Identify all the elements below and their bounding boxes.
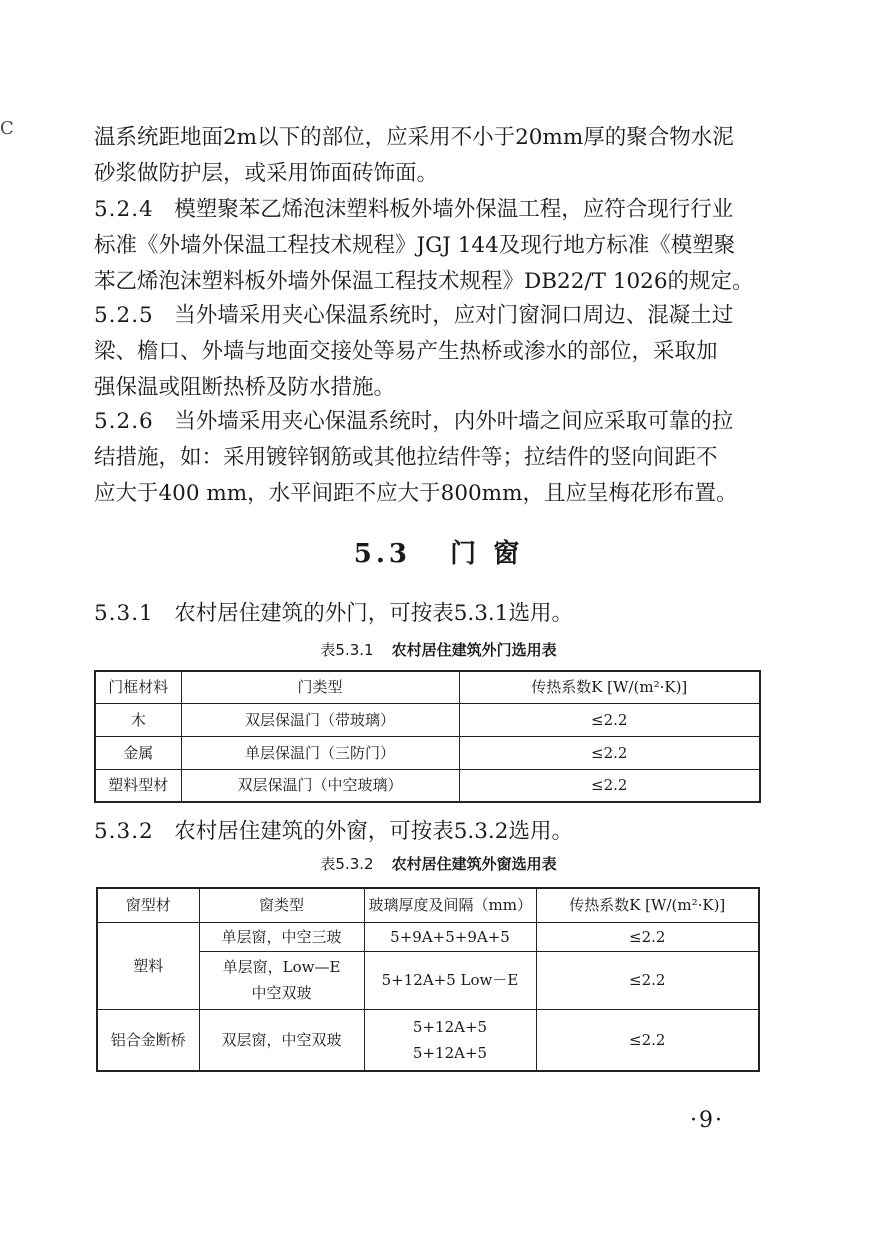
clause-text: 农村居住建筑的外窗，可按表5.3.2选用。 bbox=[174, 819, 573, 844]
table-cell: ≤2.2 bbox=[536, 951, 759, 1009]
table-row bbox=[97, 1009, 759, 1071]
table-cell: 5+12A+5 Low－E bbox=[364, 951, 536, 1009]
paragraph-continuation bbox=[94, 120, 759, 192]
clause-number: 5.3.2 bbox=[94, 819, 154, 844]
table-cell: 金属 bbox=[95, 736, 181, 769]
table-caption-number: 表5.3.1 bbox=[320, 641, 374, 659]
window-selection-table bbox=[96, 887, 760, 1072]
cell-line: 中空双玻 bbox=[251, 984, 312, 1002]
text-line: 当外墙采用夹心保温系统时，内外叶墙之间应采取可靠的拉 bbox=[174, 409, 734, 434]
table-row bbox=[95, 703, 760, 736]
clause-number: 5.2.6 bbox=[94, 409, 154, 434]
table-caption bbox=[0, 853, 877, 874]
text-line: 标准《外墙外保温工程技术规程》JGJ 144及现行地方标准《模塑聚 bbox=[94, 233, 736, 258]
table-cell: ≤2.2 bbox=[459, 769, 760, 802]
clause-text: 农村居住建筑的外门，可按表5.3.1选用。 bbox=[174, 601, 573, 626]
table-cell bbox=[199, 951, 364, 1009]
margin-mark: C bbox=[0, 118, 14, 139]
header-cell: 传热系数K [W/(m²·K)] bbox=[536, 888, 759, 922]
table-row bbox=[95, 769, 760, 802]
table-cell: 铝合金断桥 bbox=[97, 1009, 199, 1071]
header-cell: 传热系数K [W/(m²·K)] bbox=[459, 671, 760, 703]
cell-line: 5+12A+5 bbox=[412, 1043, 488, 1062]
text-line: 当外墙采用夹心保温系统时，应对门窗洞口周边、混凝土过 bbox=[174, 303, 734, 328]
table-cell: 双层保温门（中空玻璃） bbox=[181, 769, 459, 802]
clause-5-3-1 bbox=[94, 596, 759, 632]
text-line: 梁、檐口、外墙与地面交接处等易产生热桥或渗水的部位，采取加 bbox=[94, 339, 718, 364]
header-cell: 窗型材 bbox=[97, 888, 199, 922]
clause-5-2-5 bbox=[94, 298, 759, 406]
cell-line: 单层窗，Low—E bbox=[222, 958, 341, 976]
header-cell: 窗类型 bbox=[199, 888, 364, 922]
page-number: ·9· bbox=[690, 1108, 724, 1133]
table-header-row bbox=[97, 888, 759, 922]
text-line: 砂浆做防护层，或采用饰面砖饰面。 bbox=[94, 161, 439, 186]
header-cell: 门类型 bbox=[181, 671, 459, 703]
text-line: 温系统距地面2m以下的部位，应采用不小于20mm厚的聚合物水泥 bbox=[94, 125, 734, 150]
table-cell: 5+9A+5+9A+5 bbox=[364, 922, 536, 951]
text-line: 模塑聚苯乙烯泡沫塑料板外墙外保温工程，应符合现行行业 bbox=[174, 197, 734, 222]
door-selection-table bbox=[94, 670, 761, 803]
section-heading bbox=[0, 533, 877, 570]
table-cell bbox=[364, 1009, 536, 1071]
text-line: 应大于400 mm，水平间距不应大于800mm，且应呈梅花形布置。 bbox=[94, 481, 738, 506]
table-header-row bbox=[95, 671, 760, 703]
clause-number: 5.2.4 bbox=[94, 197, 154, 222]
header-cell: 玻璃厚度及间隔（mm） bbox=[364, 888, 536, 922]
table-cell: 木 bbox=[95, 703, 181, 736]
clause-number: 5.2.5 bbox=[94, 303, 154, 328]
table-cell: ≤2.2 bbox=[459, 703, 760, 736]
table-cell: 双层窗，中空双玻 bbox=[199, 1009, 364, 1071]
section-number: 5.3 bbox=[353, 539, 411, 569]
table-caption-title: 农村居住建筑外窗选用表 bbox=[391, 855, 557, 873]
table-cell: 单层保温门（三防门） bbox=[181, 736, 459, 769]
header-cell: 门框材料 bbox=[95, 671, 181, 703]
clause-5-3-2 bbox=[94, 814, 759, 850]
clause-5-2-4 bbox=[94, 192, 759, 300]
table-cell: ≤2.2 bbox=[459, 736, 760, 769]
table-caption bbox=[0, 639, 877, 660]
text-line: 苯乙烯泡沫塑料板外墙外保温工程技术规程》DB22/T 1026的规定。 bbox=[94, 269, 754, 294]
table-cell: 双层保温门（带玻璃） bbox=[181, 703, 459, 736]
table-row bbox=[97, 922, 759, 951]
table-caption-number: 表5.3.2 bbox=[320, 855, 374, 873]
table-cell: ≤2.2 bbox=[536, 1009, 759, 1071]
text-line: 强保温或阻断热桥及防水措施。 bbox=[94, 375, 396, 400]
cell-line: 5+12A+5 bbox=[412, 1017, 488, 1036]
clause-number: 5.3.1 bbox=[94, 601, 154, 626]
clause-5-2-6 bbox=[94, 404, 759, 512]
table-cell: 塑料型材 bbox=[95, 769, 181, 802]
table-cell: ≤2.2 bbox=[536, 922, 759, 951]
table-cell: 单层窗，中空三玻 bbox=[199, 922, 364, 951]
section-title: 门 窗 bbox=[450, 539, 524, 569]
table-caption-title: 农村居住建筑外门选用表 bbox=[391, 641, 557, 659]
table-cell: 塑料 bbox=[97, 922, 199, 1009]
text-line: 结措施，如：采用镀锌钢筋或其他拉结件等；拉结件的竖向间距不 bbox=[94, 445, 718, 470]
table-row bbox=[95, 736, 760, 769]
